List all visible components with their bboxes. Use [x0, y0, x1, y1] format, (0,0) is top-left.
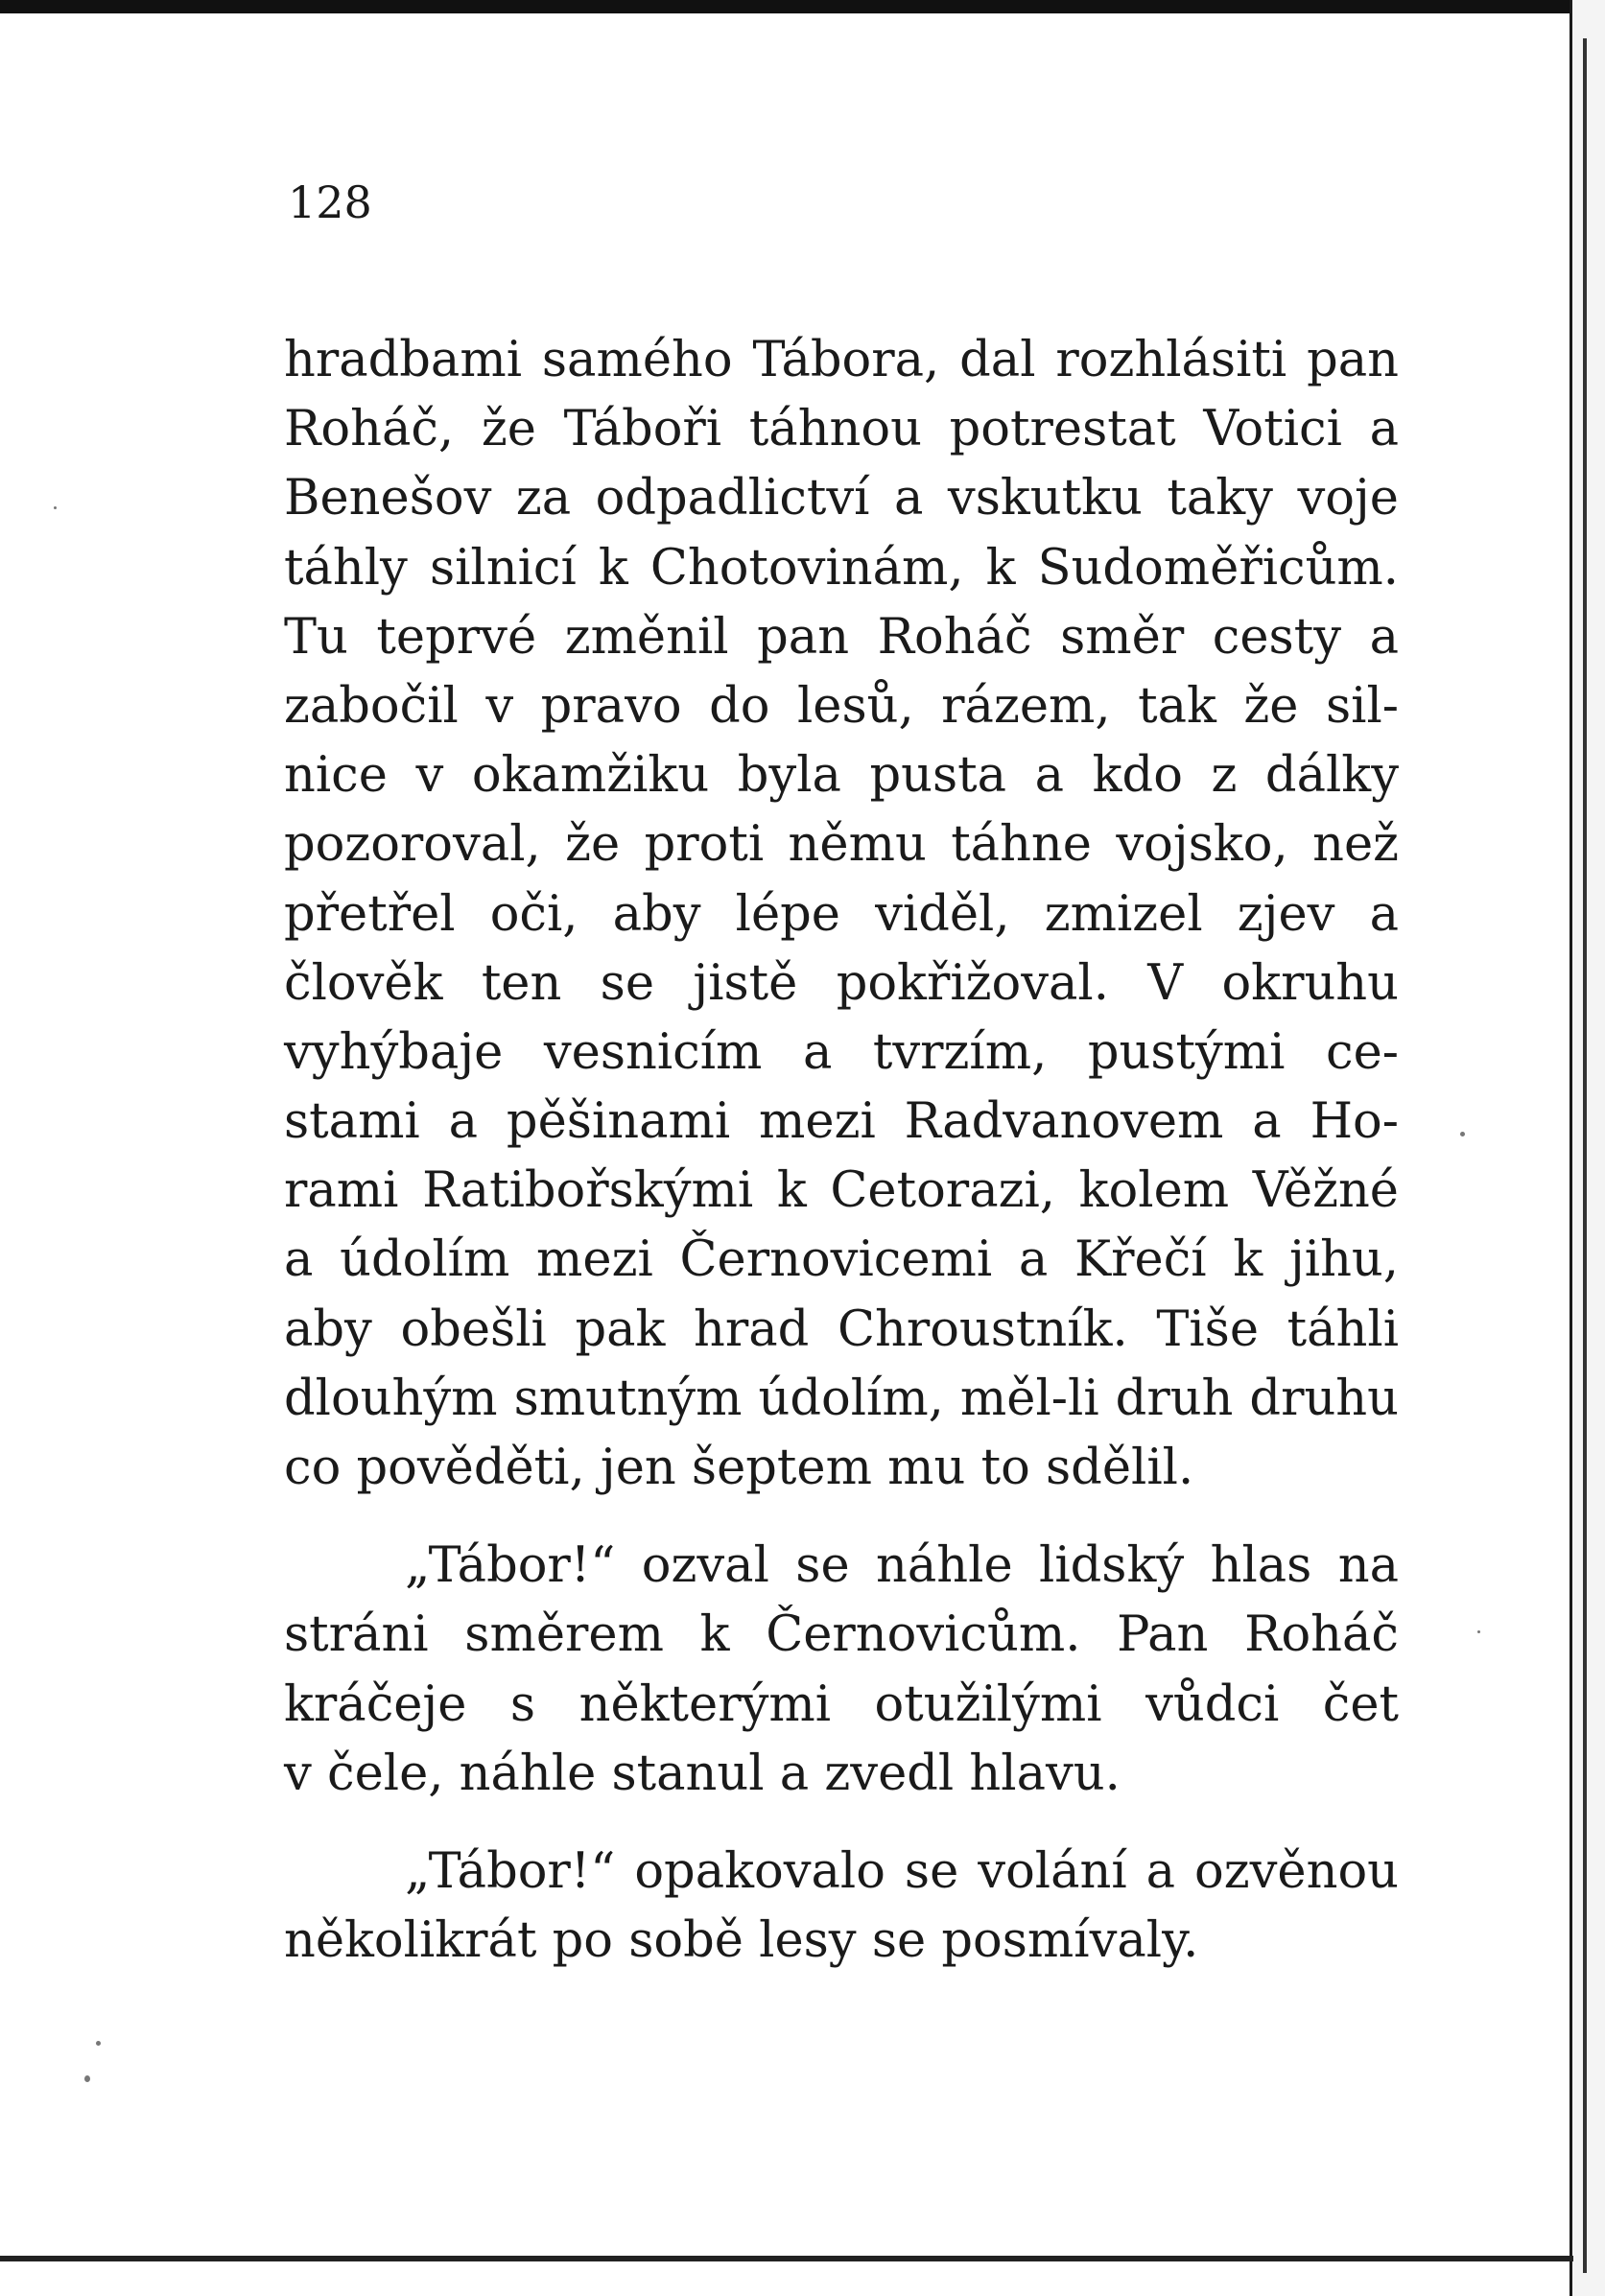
- scan-speck: [1460, 1132, 1465, 1136]
- paragraph-gap: [284, 1809, 1399, 1838]
- text-line: „Tábor!“ opakovalo se volání a ozvěnou: [405, 1842, 1399, 1900]
- text-line: aby obešli pak hrad Chroustník. Tiše táhli: [284, 1300, 1399, 1358]
- text-line: hradbami samého Tábora, dal rozhlásiti pan: [284, 332, 1399, 388]
- text-line: rami Ratibořskými k Cetorazi, kolem Věžné: [284, 1162, 1399, 1220]
- text-line: v čele, náhle stanul a zvedl hlavu.: [284, 1745, 1121, 1802]
- text-line: Roháč, že Táboři táhnou potrestat Votici a: [284, 401, 1399, 458]
- text-line: Tu teprvé změnil pan Roháč směr cesty a: [284, 608, 1399, 666]
- scan-speck: [1477, 1630, 1480, 1633]
- paragraph-2: [284, 1532, 1399, 1809]
- text-line: přetřel oči, aby lépe viděl, zmizel zjev a: [284, 885, 1399, 943]
- page-number: 128: [288, 176, 372, 228]
- text-line: stráni směrem k Černovicům. Pan Roháč: [284, 1606, 1399, 1664]
- text-line: pozoroval, že proti němu táhne vojsko, než: [284, 816, 1399, 874]
- text-line: stami a pěšinami mezi Radvanovem a Ho-: [284, 1093, 1399, 1151]
- text-line: zabočil v pravo do lesů, rázem, tak že sil-: [284, 677, 1399, 735]
- text-line: kráčeje s některými otužilými vůdci čet: [284, 1675, 1399, 1733]
- text-line: nice v okamžiku byla pusta a kdo z dálky: [284, 747, 1399, 805]
- text-line: člověk ten se jistě pokřižoval. V okruhu: [284, 954, 1399, 1012]
- scan-top-edge: [0, 0, 1605, 13]
- body-text: [284, 326, 1399, 1976]
- scan-speck: [96, 2041, 101, 2046]
- scan-bottom-edge: [0, 2256, 1573, 2261]
- scan-speck: [84, 2075, 90, 2082]
- text-line: táhly silnicí k Chotovinám, k Sudoměřicům.: [284, 539, 1399, 597]
- paragraph-1: [284, 326, 1399, 1503]
- text-line: co pověděti, jen šeptem mu to sdělil.: [284, 1440, 1194, 1496]
- text-line: několikrát po sobě lesy se posmívaly.: [284, 1912, 1199, 1970]
- paragraph-3: [284, 1838, 1399, 1976]
- scan-speck: [54, 506, 57, 509]
- text-line: vyhýbaje vesnicím a tvrzím, pustými ce-: [284, 1023, 1399, 1081]
- text-line: dlouhým smutným údolím, měl-li druh druhu: [284, 1370, 1399, 1427]
- scan-right-edge: [1570, 0, 1605, 2296]
- text-line: „Tábor!“ ozval se náhle lidský hlas na: [405, 1537, 1399, 1595]
- text-line: Benešov za odpadlictví a vskutku taky voje: [284, 470, 1399, 527]
- scan-binding-line: [1583, 38, 1587, 2273]
- paragraph-gap: [284, 1503, 1399, 1532]
- text-line: a údolím mezi Černovicemi a Křečí k jihu,: [284, 1231, 1399, 1289]
